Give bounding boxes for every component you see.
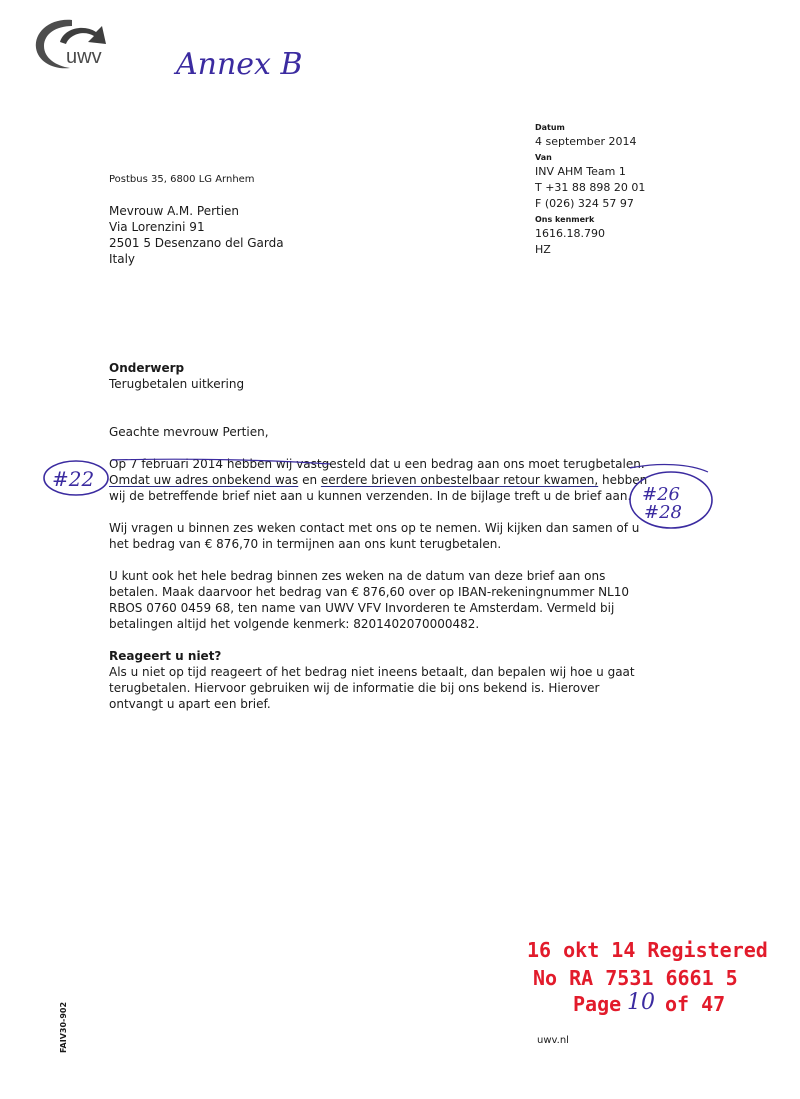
stamp-line-3-prefix: Page [573, 992, 622, 1016]
kenmerk-label: Ons kenmerk [535, 215, 595, 224]
recipient-address [109, 203, 284, 267]
stamp-line-2: No RA 7531 6661 5 [533, 966, 738, 990]
annex-annotation [168, 32, 318, 92]
stamp-line-1: 16 okt 14 Registered [527, 938, 768, 962]
uwv-logo [30, 14, 116, 70]
mark-right-1: #26 [642, 484, 680, 505]
mark-left: #22 [52, 467, 95, 491]
registration-stamp [527, 935, 777, 1025]
letter-meta [535, 120, 775, 258]
paragraph-1-e: hebben wij de betreffende brief niet aan u kunnen verzenden. In de bijlage treft u de brief aan. [109, 473, 648, 503]
recipient-name: Mevrouw A.M. Pertien [109, 204, 240, 218]
recipient-country: Italy [109, 252, 136, 266]
recipient-street: Via Lorenzini 91 [109, 220, 205, 234]
van-label: Van [535, 153, 552, 162]
underlined-phrase-1: Omdat uw adres onbekend was [109, 473, 299, 487]
stamp-page-number: 10 [627, 990, 655, 1015]
section-text: Als u niet op tijd reageert of het bedrag niet ineens betaalt, dan bepalen wij hoe u gaat terugbetalen. Hiervoor gebruiken wij de informatie die bij ons bekend is. Hierover ontvangt u apart een brief. [109, 665, 635, 711]
sender-address: Postbus 35, 6800 LG Arnhem [109, 174, 255, 185]
datum-value: 4 september 2014 [535, 135, 637, 148]
mark-right-2: #28 [644, 502, 682, 523]
subject-text: Terugbetalen uitkering [109, 377, 245, 391]
paragraph-1-a: Op 7 februari 2014 hebben wij vastgesteld dat u een bedrag aan ons moet terugbetalen. [109, 457, 645, 471]
stamp-line-3-suffix: of 47 [665, 992, 726, 1016]
van-line: INV AHM Team 1 [535, 165, 626, 178]
van-phone: T +31 88 898 20 01 [535, 181, 646, 194]
underlined-phrase-2: eerdere brieven onbestelbaar retour kwamen, [320, 473, 599, 487]
paragraph-1-c: en [298, 473, 321, 487]
recipient-city: 2501 5 Desenzano del Garda [109, 236, 284, 250]
initials: HZ [535, 243, 551, 256]
handwritten-marks [40, 450, 730, 530]
form-code [52, 995, 72, 1055]
subject-block [109, 360, 244, 392]
subject-label: Onderwerp [109, 361, 185, 375]
section-heading: Reageert u niet? [109, 649, 222, 663]
salutation: Geachte mevrouw Pertien, [109, 425, 269, 439]
annex-label: Annex B [176, 47, 303, 82]
website: uwv.nl [537, 1035, 569, 1046]
form-code-text: FAIV30-902 [59, 1001, 68, 1053]
paragraph-2: Wij vragen u binnen zes weken contact met ons op te nemen. Wij kijken dan samen of u het bedrag van € 876,70 in termijnen aan ons kunt terugbetalen. [109, 521, 640, 551]
kenmerk-value: 1616.18.790 [535, 227, 605, 240]
paragraph-3: U kunt ook het hele bedrag binnen zes weken na de datum van deze brief aan ons betalen. Maak daarvoor het bedrag van € 876,60 over op IBAN-rekeningnummer NL10 RBOS 0760 0459 68, ten name van UWV VFV Invorderen te Amsterdam. Vermeld bij betalingen altijd het volgende kenmerk: 8201402070000482. [109, 569, 630, 631]
datum-label: Datum [535, 123, 565, 132]
logo-text: uwv [66, 46, 102, 68]
van-fax: F (026) 324 57 97 [535, 197, 634, 210]
